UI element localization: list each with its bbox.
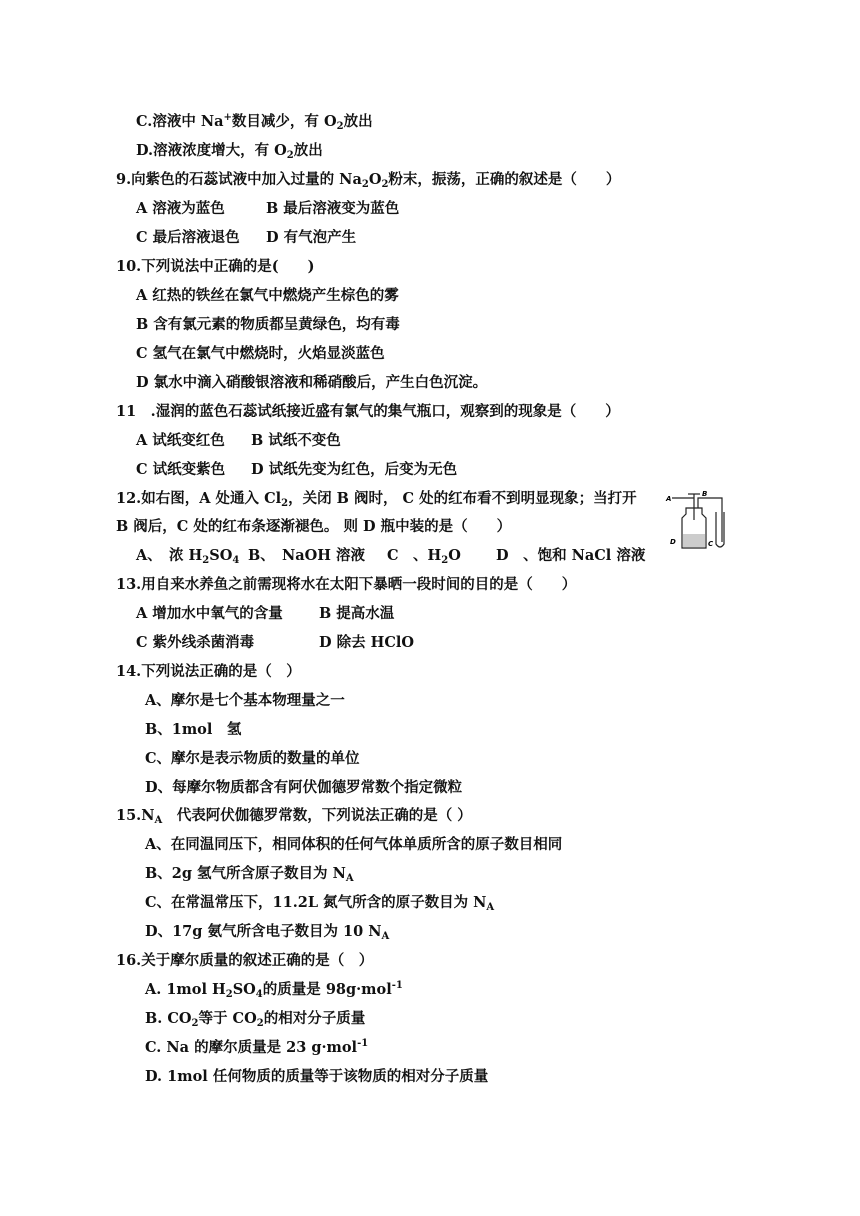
figure-label-a: A — [666, 495, 672, 503]
q12-stem-line2: B 阀后，C 处的红布条逐渐褪色。 则 D 瓶中装的是（ ） — [116, 518, 512, 535]
q11-option-d: D 试纸先变为红色，后变为无色 — [251, 461, 458, 478]
q8-option-c: C.溶液中 Na+数目减少，有 $O_2$放出 — [136, 112, 373, 132]
q12-option-b: B、 NaOH 溶液 — [248, 547, 366, 564]
q14-option-c: C、摩尔是表示物质的数量的单位 — [145, 750, 360, 767]
q14-option-b: B、1mol 氢 — [145, 721, 242, 738]
q14-option-d: D、每摩尔物质都含有阿伏伽德罗常数个指定微粒 — [145, 779, 463, 796]
q12-stem-line1: 12.如右图，A 处通入 $Cl_2$，关闭 B 阀时， C 处的红布看不到明显现象；当打开 — [116, 490, 637, 509]
q16-stem: 16.关于摩尔质量的叙述正确的是（ ） — [116, 952, 374, 969]
q12-option-d: D 、饱和 NaCl 溶液 — [496, 547, 646, 564]
q11-option-a: A 试纸变红色 — [136, 432, 225, 449]
q15-option-c: C、在常温常压下，11.2L 氮气所含的原子数目为 $N_A$ — [145, 894, 495, 913]
q8-option-d: D.溶液浓度增大，有 $O_2$放出 — [136, 142, 323, 161]
q13-option-d: D 除去 HClO — [319, 634, 415, 651]
q9-stem: 9.向紫色的石蕊试液中加入过量的 $Na_2O_2$粉末，振荡，正确的叙述是（ ） — [116, 171, 621, 190]
q14-option-a: A、摩尔是七个基本物理量之一 — [145, 692, 345, 709]
q15-option-a: A、在同温同压下，相同体积的任何气体单质所含的原子数目相同 — [145, 836, 563, 853]
q11-stem: 11 .湿润的蓝色石蕊试纸接近盛有氯气的集气瓶口，观察到的现象是（ ） — [116, 403, 620, 420]
q10-option-d: D 氯水中滴入硝酸银溶液和稀硝酸后，产生白色沉淀。 — [136, 374, 488, 391]
q14-stem: 14.下列说法正确的是（ ） — [116, 663, 301, 680]
bottle-liquid — [683, 534, 705, 547]
q16-option-c: C. Na 的摩尔质量是 23 g·mol$^{-1}$ — [145, 1038, 369, 1056]
q13-stem: 13.用自来水养鱼之前需现将水在太阳下暴晒一段时间的目的是（ ） — [116, 576, 577, 593]
q16-option-d: D. 1mol 任何物质的质量等于该物质的相对分子质量 — [145, 1068, 489, 1085]
q15-option-d: D、17g 氨气所含电子数目为 10 $N_A$ — [145, 923, 390, 942]
q15-stem: $15.N_A$ 代表阿伏伽德罗常数，下列说法正确的是（ ） — [116, 807, 472, 826]
q12-option-a: A、 浓 $H_2SO_4$ — [136, 547, 240, 566]
q11-option-c: C 试纸变紫色 — [136, 461, 226, 478]
q15-option-b: B、2g 氢气所含原子数目为 $N_A$ — [145, 865, 354, 884]
q13-option-a: A 增加水中氧气的含量 — [136, 605, 283, 622]
figure-label-b: B — [702, 490, 708, 498]
q13-option-b: B 提高水温 — [319, 605, 395, 622]
gas-apparatus-diagram — [664, 490, 740, 554]
q10-option-c: C 氢气在氯气中燃烧时，火焰显淡蓝色 — [136, 345, 385, 362]
q10-stem: 10.下列说法中正确的是( ) — [116, 258, 315, 275]
q9-option-a: A 溶液为蓝色 — [136, 200, 225, 217]
q16-option-a: A. 1mol $H_2SO_4$的质量是 98g·mol$^{-1}$ — [145, 980, 403, 1000]
q11-option-b: B 试纸不变色 — [251, 432, 341, 449]
q9-option-d: D 有气泡产生 — [266, 229, 357, 246]
q10-option-a: A 红热的铁丝在氯气中燃烧产生棕色的雾 — [136, 287, 399, 304]
q9-option-b: B 最后溶液变为蓝色 — [266, 200, 400, 217]
q12-option-c: C 、$H_2O$ — [387, 547, 461, 566]
figure-label-d: D — [670, 538, 676, 546]
q13-option-c: C 紫外线杀菌消毒 — [136, 634, 255, 651]
q9-option-c: C 最后溶液退色 — [136, 229, 240, 246]
figure-label-c: C — [708, 540, 714, 548]
q16-option-b: B. $CO_2$等于 $CO_2$的相对分子质量 — [145, 1010, 366, 1029]
q10-option-b: B 含有氯元素的物质都呈黄绿色，均有毒 — [136, 316, 400, 333]
